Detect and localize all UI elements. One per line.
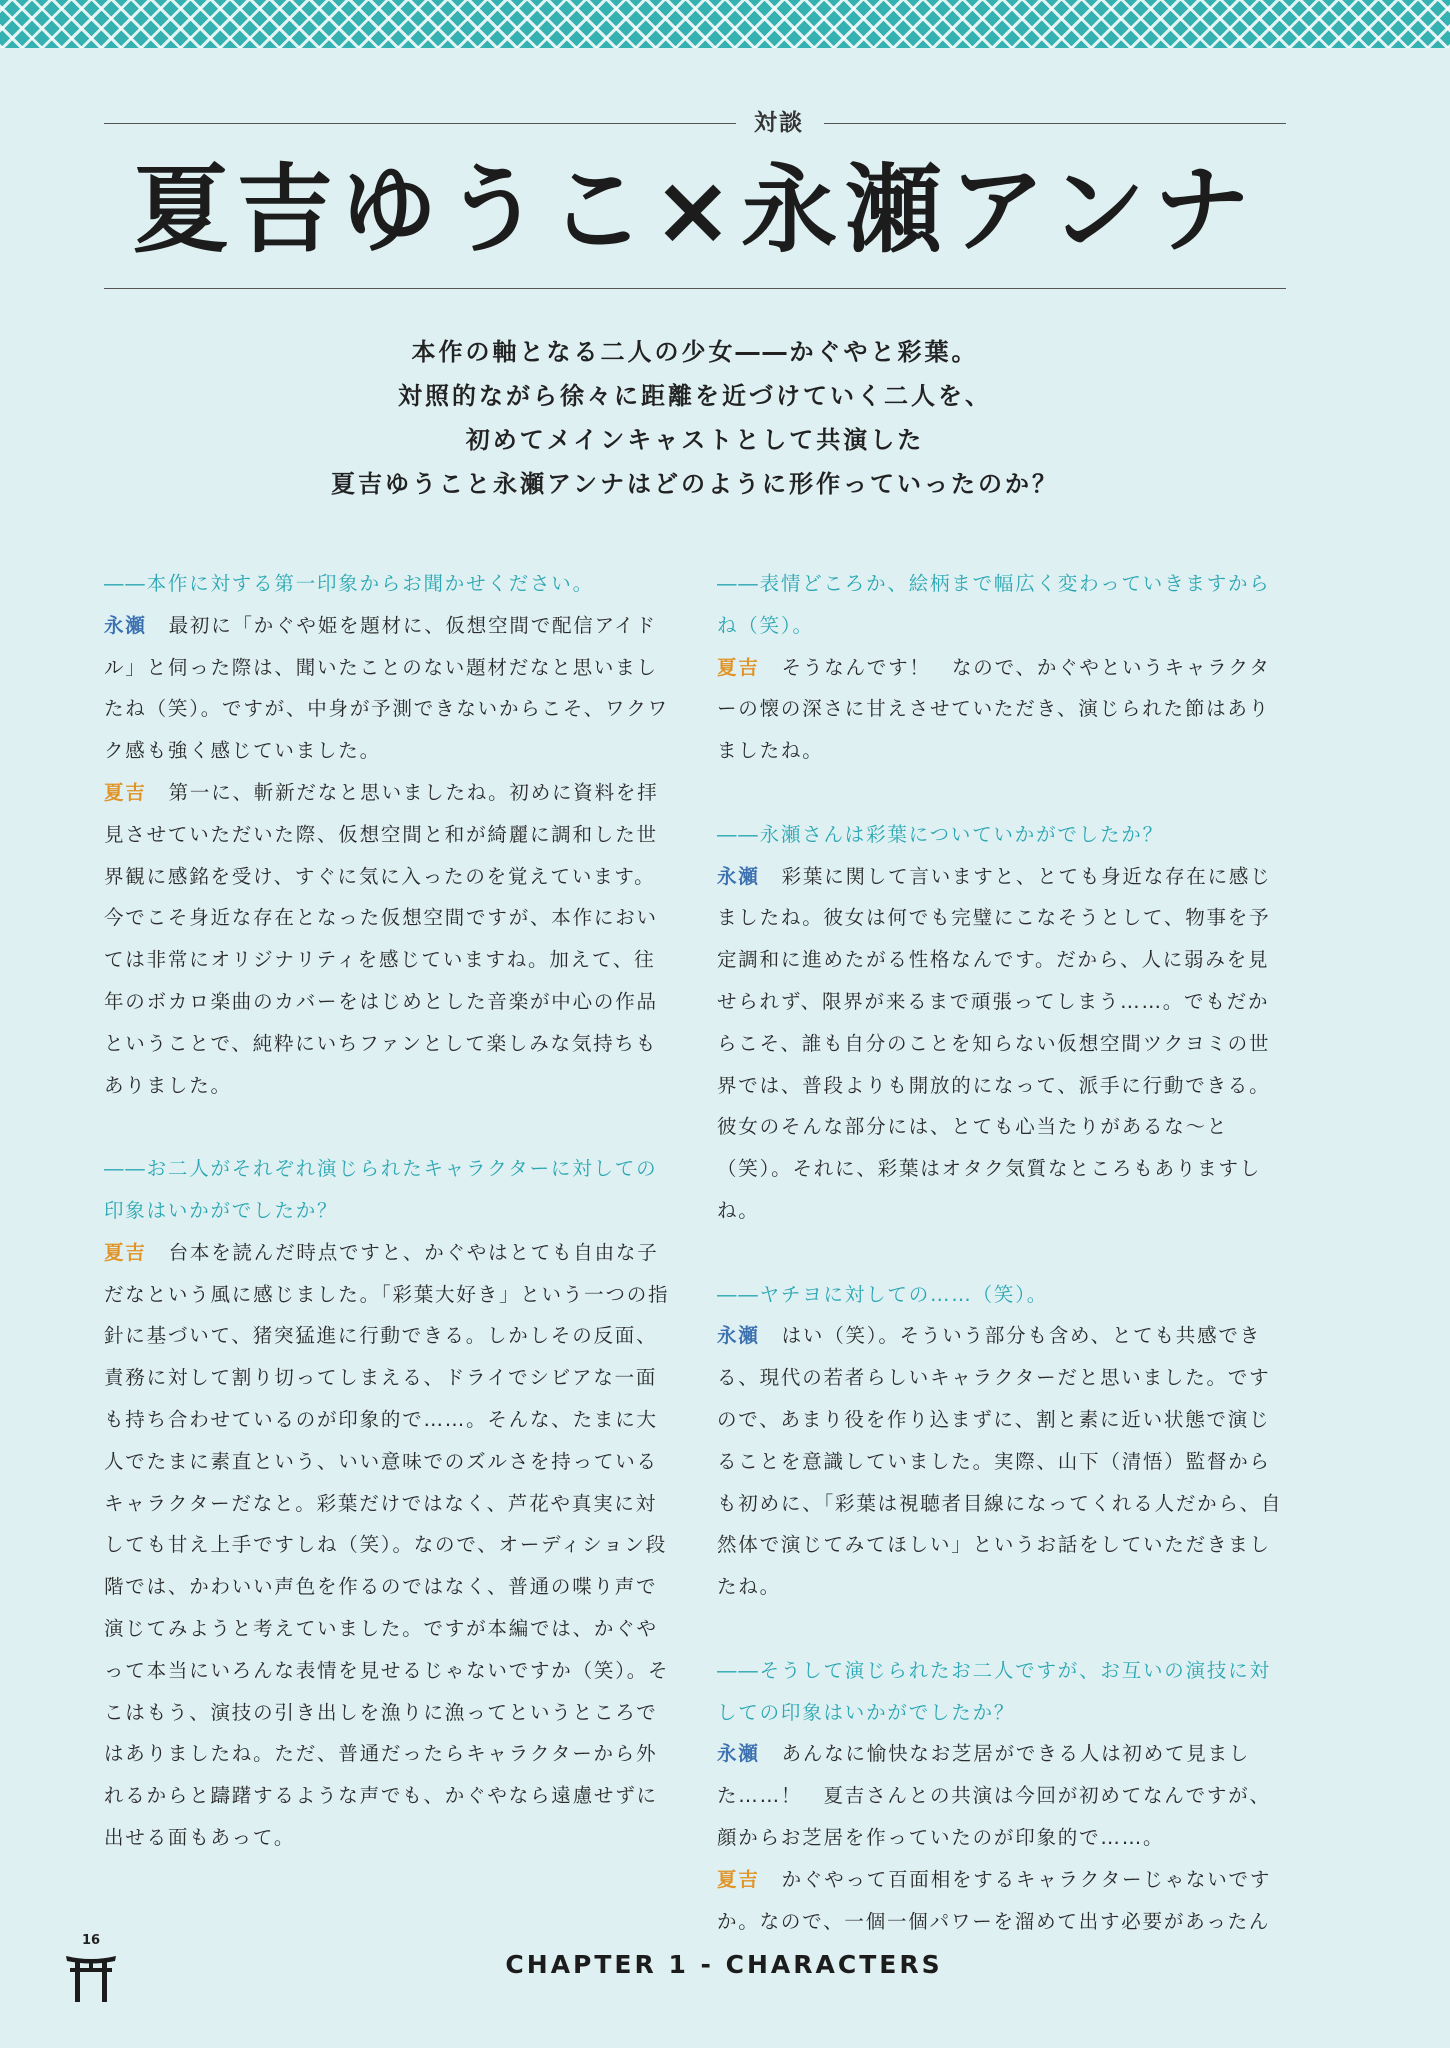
interview-question: ――本作に対する第一印象からお聞かせください。: [104, 572, 594, 595]
speaker-natsuyoshi: 夏吉: [104, 1240, 147, 1264]
interview-question: ――そうして演じられたお二人ですが、お互いの演技に対しての印象はいかがでしたか？: [717, 1658, 1271, 1724]
speaker-natsuyoshi: 夏吉: [717, 1867, 760, 1891]
torii-icon: [64, 1952, 118, 2002]
page-title: 夏吉ゆうこ×永瀬アンナ: [132, 154, 1258, 266]
lead-line: 本作の軸となる二人の少女――かぐやと彩葉。: [411, 338, 979, 366]
right-column: [717, 563, 1287, 1942]
lead-line: 夏吉ゆうこと永瀬アンナはどのように形作っていったのか？: [330, 470, 1060, 498]
interview-answer: [104, 605, 674, 772]
speaker-nagase: 永瀬: [717, 1324, 760, 1348]
speaker-nagase: 永瀬: [717, 864, 760, 888]
left-column: [104, 563, 674, 1859]
interview-question: ――表情どころか、絵柄まで幅広く変わっていきますからね（笑）。: [717, 572, 1271, 637]
interview-answer: [717, 1733, 1287, 1858]
interview-answer: [717, 1315, 1287, 1608]
lead-text: [104, 330, 1286, 506]
page-number: 16: [82, 1933, 101, 1948]
section-label: 対談: [736, 108, 824, 138]
interview-question: ――ヤチヨに対しての……（笑）。: [717, 1282, 1049, 1306]
lead-line: 対照的ながら徐々に距離を近づけていく二人を、: [398, 382, 992, 410]
interview-question: ――永瀬さんは彩葉についていかがでしたか？: [717, 822, 1164, 846]
answer-text: 最初に「かぐや姫を題材に、仮想空間で配信アイドル」と伺った際は、聞いたことのない題材だなと思いましたね（笑）。ですが、中身が予測できないからこそ、ワクワク感も強く感じていました。: [104, 613, 669, 763]
chapter-footer: CHAPTER 1 - CHARACTERS: [505, 1950, 943, 1979]
interview-answer: [104, 772, 674, 1106]
interview-answer: [717, 856, 1287, 1232]
answer-text: そうなんです！ なので、かぐやというキャラクターの懐の深さに甘えさせていただき、演じられた節はありましたね。: [717, 655, 1271, 763]
answer-text: 第一に、斬新だなと思いましたね。初めに資料を拝見させていただいた際、仮想空間と和が綺麗に調和した世界観に感銘を受け、すぐに気に入ったのを覚えています。今でこそ身近な存在となった仮想空間ですが、本作においては非常にオリジナリティを感じていますね。加えて、往年のボカロ楽曲のカバーをはじめとした音楽が中心の作品ということで、純粋にいちファンとして楽しみな気持ちもありました。: [104, 780, 659, 1097]
decorative-pattern-band: [0, 0, 1450, 48]
interview-answer: [717, 647, 1287, 772]
answer-text: あんなに愉快なお芝居ができる人は初めて見ました……！ 夏吉さんとの共演は今回が初めてなんですが、顔からお芝居を作っていたのが印象的で……。: [717, 1742, 1271, 1849]
interview-question: ――お二人がそれぞれ演じられたキャラクターに対しての印象はいかがでしたか？: [104, 1157, 658, 1222]
title-rule: [104, 288, 1286, 289]
header-label-wrap: [104, 108, 1286, 138]
interview-answer: [717, 1859, 1287, 1943]
answer-text: 台本を読んだ時点ですと、かぐやはとても自由な子だなという風に感じました。「彩葉大好き」という一つの指針に基づいて、猪突猛進に行動できる。しかしその反面、責務に対して割り切ってしまえる、ドライでシビアな一面も持ち合わせているのが印象的で……。そんな、たまに大人でたまに素直という、いい意味でのズルさを持っているキャラクターだなと。彩葉だけではなく、芦花や真実に対しても甘え上手ですしね（笑）。なので、オーディション段階では、かわいい声色を作るのではなく、普通の喋り声で演じてみようと考えていました。ですが本編では、かぐやって本当にいろんな表情を見せるじゃないですか（笑）。そこはもう、演技の引き出しを漁りに漁ってというところではありましたね。ただ、普通だったらキャラクターから外れるからと躊躇するような声でも、かぐやなら遠慮せずに出せる面もあって。: [104, 1240, 670, 1849]
speaker-nagase: 永瀬: [717, 1742, 760, 1766]
answer-text: かぐやって百面相をするキャラクターじゃないですか。なので、一個一個パワーを溜めて出す必要があったん: [717, 1867, 1272, 1933]
answer-text: はい（笑）。そういう部分も含め、とても共感できる、現代の若者らしいキャラクターだと思いました。ですので、あまり役を作り込まずに、割と素に近い状態で演じることを意識していました。実際、山下（清悟）監督からも初めに、「彩葉は視聴者目線になってくれる人だから、自然体で演じてみてほしい」というお話をしていただきましたね。: [717, 1324, 1283, 1599]
interview-answer: [104, 1232, 674, 1859]
speaker-nagase: 永瀬: [104, 613, 147, 637]
answer-text: 彩葉に関して言いますと、とても身近な存在に感じましたね。彼女は何でも完璧にこなそうとして、物事を予定調和に進めたがる性格なんです。だから、人に弱みを見せられず、限界が来るまで頑張ってしまう……。でもだからこそ、誰も自分のことを知らない仮想空間ツクヨミの世界では、普段よりも開放的になって、派手に行動できる。彼女のそんな部分には、とても心当たりがあるな～と（笑）。それに、彩葉はオタク気質なところもありますしね。: [717, 864, 1272, 1222]
speaker-natsuyoshi: 夏吉: [717, 655, 760, 679]
speaker-natsuyoshi: 夏吉: [104, 780, 147, 804]
lead-line: 初めてメインキャストとして共演した: [465, 426, 925, 454]
